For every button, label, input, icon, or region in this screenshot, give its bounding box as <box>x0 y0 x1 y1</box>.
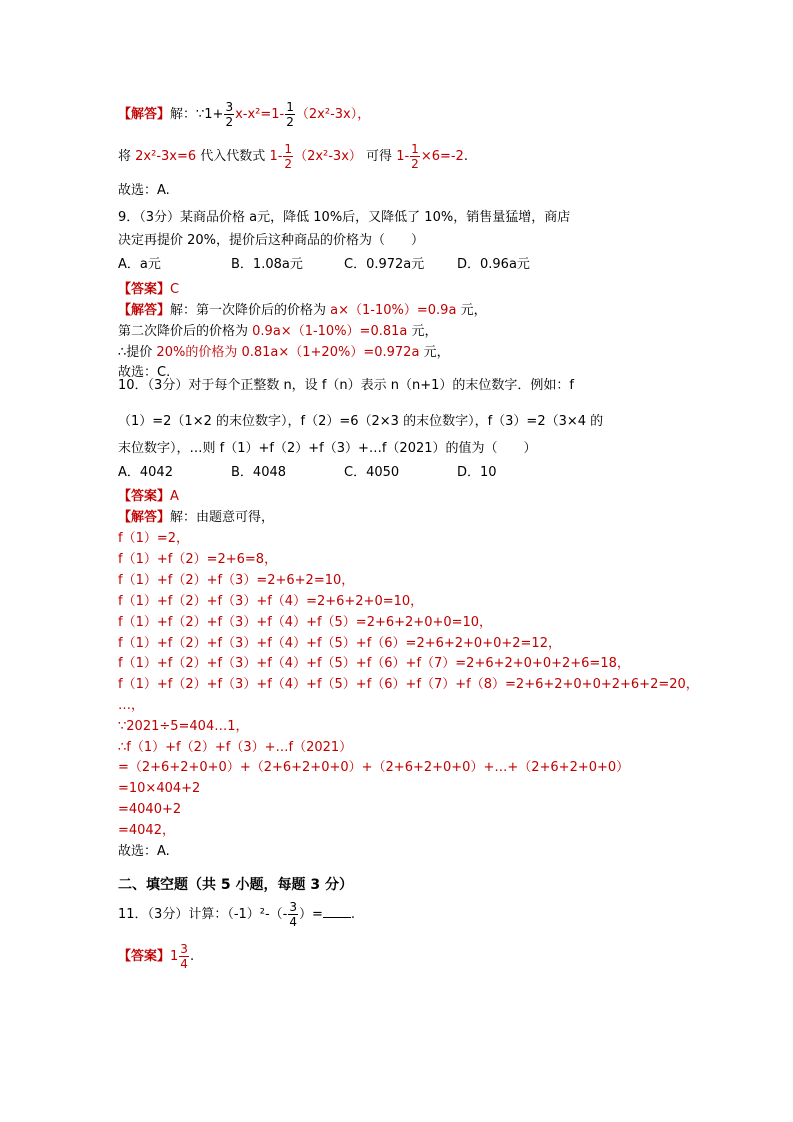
q10-solution-line: f（1）=2， <box>118 531 190 546</box>
q9-solution-3: ∴提价 20%的价格为 0.81a×（1+20%）=0.972a 元， <box>118 345 450 360</box>
q10-solution-line: f（1）+f（2）+f（3）+f（4）+f（5）+f（6）=2+6+2+0+0+2=12， <box>118 636 561 651</box>
q10-solution-line: f（1）+f（2）+f（3）+f（4）+f（5）+f（6）+f（7）=2+6+2+0+0+2+6=18， <box>118 656 630 671</box>
option-c: C．4050 <box>344 465 400 480</box>
option-d: D．10 <box>457 465 497 480</box>
section-heading: 二、填空题（共 5 小题，每题 3 分） <box>118 877 353 893</box>
q10-answer: 【答案】A <box>118 489 179 504</box>
q10-solution-line: =4040+2 <box>118 802 182 817</box>
q10-solution-line: f（1）+f（2）+f（3）+f（4）+f（5）=2+6+2+0+0=10， <box>118 615 493 630</box>
q10-options <box>118 464 570 482</box>
option-b: B．1.08a元 <box>231 257 303 272</box>
q10-choice: 故选：A. <box>118 844 170 859</box>
answer-blank <box>323 905 351 918</box>
option-a: A．4042 <box>118 465 173 480</box>
q8-choice: 故选：A. <box>118 183 170 198</box>
q10-stem-3: 末位数字），…则 f（1）+f（2）+f（3）+…f（2021）的值为（ ） <box>118 441 537 456</box>
q10-solution-line: …， <box>118 698 145 713</box>
option-b: B．4048 <box>231 465 287 480</box>
q10-solution-line: ∴f（1）+f（2）+f（3）+…f（2021） <box>118 740 353 755</box>
q10-solution-line: =4042， <box>118 823 175 838</box>
q10-stem-1: 10．（3分）对于每个正整数 n，设 f（n）表示 n（n+1）的末位数字．例如：f <box>118 378 574 393</box>
q11-stem: 11．（3分）计算：（-1）²-（- $\frac{3}{4}$ ）= . <box>118 900 356 929</box>
q9-stem-2: 决定再提价 20%，提价后这种商品的价格为（ ） <box>118 233 425 248</box>
fraction: $\frac{3}{2}$ <box>225 100 234 129</box>
q8-solution-line-1: 【解答】解：∵1+ $\frac{3}{2}$ x-x²=1- $\frac{1}{2}$ （2x²-3x）， <box>118 100 371 129</box>
q8-solution-line-2: 将 2x²-3x=6 代入代数式 1- $\frac{1}{2}$ （2x²-3x） 可得 1- $\frac{1}{2}$ ×6=-2. <box>118 142 468 171</box>
q10-solution-intro: 【解答】解：由题意可得， <box>118 510 275 525</box>
q9-choice: 故选：C. <box>118 365 171 380</box>
q10-solution-line: =（2+6+2+0+0）+（2+6+2+0+0）+（2+6+2+0+0）+…+（2+6+2+0+0） <box>118 760 630 775</box>
q9-solution-1: 【解答】解：第一次降价后的价格为 a×（1-10%）=0.9a 元， <box>118 303 487 318</box>
q10-solution-line: ∵2021÷5=404…1， <box>118 719 249 734</box>
fraction: $\frac{3}{4}$ <box>289 900 298 929</box>
q10-solution-line: f（1）+f（2）+f（3）+f（4）=2+6+2+0=10， <box>118 594 424 609</box>
q10-solution-line: f（1）+f（2）+f（3）+f（4）+f（5）+f（6）+f（7）+f（8）=2+6+2+0+0+2+6+2=20， <box>118 677 699 692</box>
option-c: C．0.972a元 <box>344 257 425 272</box>
q10-stem-2: （1）=2（1×2 的末位数字），f（2）=6（2×3 的末位数字），f（3）=2（3×4 的 <box>118 414 604 429</box>
q11-answer: 【答案】1 $\frac{3}{4}$ . <box>118 942 195 971</box>
q10-solution-line: =10×404+2 <box>118 781 201 796</box>
option-a: A．a元 <box>118 257 161 272</box>
fraction: $\frac{1}{2}$ <box>286 100 294 129</box>
fraction: $\frac{1}{2}$ <box>284 142 293 171</box>
option-d: D．0.96a元 <box>457 257 530 272</box>
q10-solution-line: f（1）+f（2）+f（3）=2+6+2=10， <box>118 573 355 588</box>
fraction: $\frac{3}{4}$ <box>180 942 188 971</box>
solution-tag: 【解答】 <box>118 107 171 122</box>
q9-options <box>118 256 570 274</box>
q10-solution-line: f（1）+f（2）=2+6=8， <box>118 552 278 567</box>
q9-answer: 【答案】C <box>118 282 180 297</box>
q9-solution-2: 第二次降价后的价格为 0.9a×（1-10%）=0.81a 元， <box>118 324 438 339</box>
q9-stem-1: 9．（3分）某商品价格 a元，降低 10%后，又降低了 10%，销售量猛增，商店 <box>118 210 571 225</box>
fraction: $\frac{1}{2}$ <box>411 142 419 171</box>
